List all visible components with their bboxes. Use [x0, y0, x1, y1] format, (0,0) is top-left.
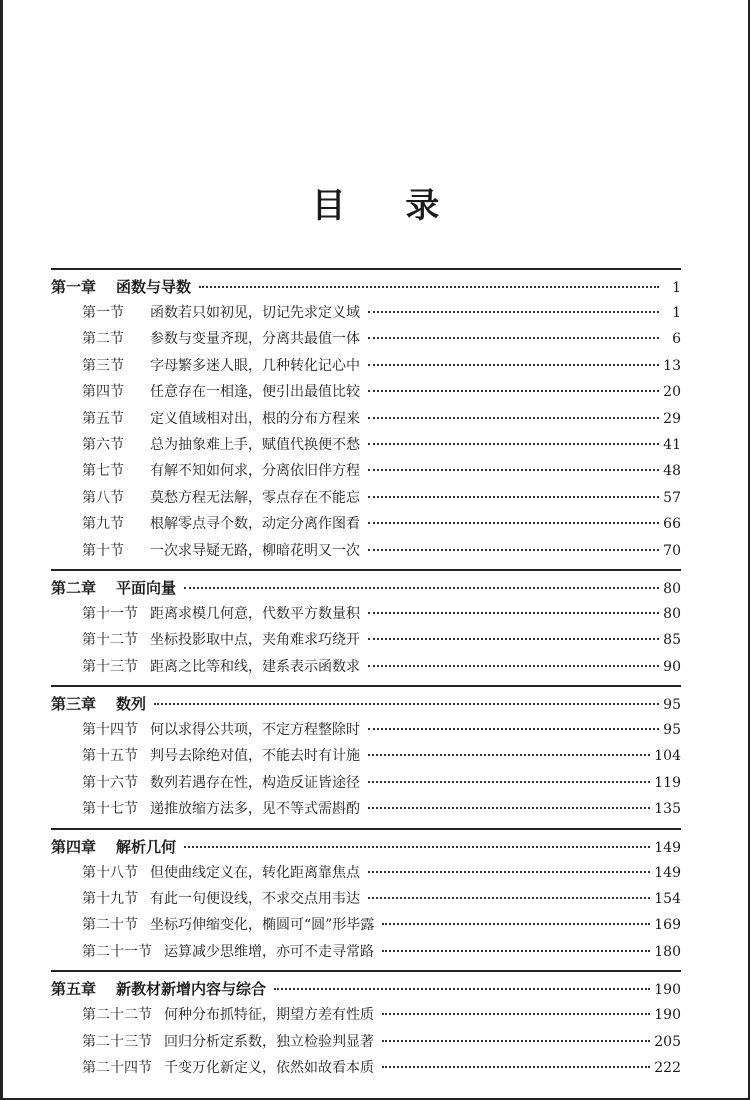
section-entry[interactable] — [51, 434, 681, 460]
section-entry[interactable] — [51, 798, 681, 824]
page-number: 154 — [654, 891, 681, 908]
section-title: 数列若遇存在性，构造反证皆途径 — [150, 774, 360, 791]
section-entry[interactable] — [51, 1057, 681, 1083]
page-number: 1 — [672, 280, 681, 296]
page-number: 205 — [654, 1033, 681, 1050]
section-title: 回归分析定系数，独立检验判显著 — [164, 1033, 374, 1050]
section-title: 千变万化新定义，依然如故看本质 — [164, 1059, 374, 1076]
leader-dots — [368, 310, 659, 313]
section-entry[interactable] — [51, 862, 681, 888]
section-entry[interactable] — [51, 513, 681, 539]
section-number: 第二十一节 — [82, 943, 152, 960]
leader-dots — [368, 495, 659, 498]
section-entry[interactable] — [51, 328, 681, 354]
section-number: 第十三节 — [82, 658, 138, 675]
section-number: 第十八节 — [82, 864, 138, 881]
section-entry[interactable] — [51, 1004, 681, 1030]
page-number: 80 — [663, 580, 681, 597]
section-title: 有此一句便设线，不求交点用韦达 — [150, 891, 360, 908]
leader-dots — [382, 1065, 650, 1068]
chapter-number: 第五章 — [51, 980, 97, 999]
section-number: 第二十二节 — [82, 1007, 152, 1024]
section-number: 第十节 — [82, 542, 124, 559]
chapter-divider — [51, 268, 681, 270]
section-title: 任意存在一相逢，便引出最值比较 — [150, 384, 360, 401]
chapter-entry[interactable] — [51, 276, 681, 302]
section-title: 但使曲线定义在，转化距离靠焦点 — [150, 864, 360, 881]
leader-dots — [368, 416, 659, 419]
section-number: 第十四节 — [82, 722, 138, 739]
section-entry[interactable] — [51, 302, 681, 328]
page-number: 135 — [654, 801, 681, 818]
section-entry[interactable] — [51, 772, 681, 798]
section-entry[interactable] — [51, 603, 681, 629]
page-number: 222 — [654, 1059, 681, 1076]
section-entry[interactable] — [51, 888, 681, 914]
section-number: 第九节 — [82, 516, 124, 533]
section-title: 莫愁方程无法解，零点存在不能忘 — [150, 489, 360, 506]
leader-dots — [368, 521, 659, 524]
page-number: 13 — [663, 357, 681, 374]
section-title: 总为抽象难上手，赋值代换便不愁 — [150, 436, 360, 453]
section-number: 第十一节 — [82, 605, 138, 622]
leader-dots — [368, 389, 659, 392]
section-title: 何种分布抓特征，期望方差有性质 — [164, 1007, 374, 1024]
section-title: 有解不知如何求，分离依旧伴方程 — [150, 463, 360, 480]
leader-dots — [382, 922, 650, 925]
leader-dots — [368, 637, 659, 640]
section-title: 参数与变量齐现，分离共最值一体 — [150, 331, 360, 348]
section-number: 第二节 — [82, 331, 124, 348]
page-number: 20 — [663, 384, 681, 401]
page-number: 95 — [663, 697, 681, 714]
leader-dots — [368, 806, 650, 809]
chapter-number: 第三章 — [51, 695, 97, 714]
section-title: 坐标投影取中点，夹角难求巧绕开 — [150, 632, 360, 649]
leader-dots — [382, 949, 650, 952]
section-title: 定义值域相对出，根的分布方程来 — [150, 410, 360, 427]
section-entry[interactable] — [51, 460, 681, 486]
section-title: 递推放缩方法多，见不等式需斟酌 — [150, 801, 360, 818]
page-number: 180 — [654, 943, 681, 960]
chapter-title: 函数与导数 — [116, 278, 192, 296]
section-title: 根解零点寻个数，动定分离作图看 — [150, 516, 360, 533]
section-title: 距离求模几何意，代数平方数量积 — [150, 605, 360, 622]
leader-dots — [368, 336, 659, 339]
section-entry[interactable] — [51, 629, 681, 655]
section-number: 第一节 — [82, 305, 124, 321]
page-number: 119 — [654, 774, 681, 791]
page-number: 149 — [654, 864, 681, 881]
table-of-contents — [51, 268, 681, 1083]
section-entry[interactable] — [51, 1031, 681, 1057]
leader-dots — [368, 727, 659, 730]
leader-dots — [199, 285, 659, 288]
chapter-divider — [51, 685, 681, 687]
chapter-divider — [51, 970, 681, 972]
section-title: 坐标巧伸缩变化，椭圆可“圆”形毕露 — [150, 917, 375, 934]
section-entry[interactable] — [51, 381, 681, 407]
section-number: 第六节 — [82, 436, 124, 453]
chapter-entry[interactable] — [51, 978, 681, 1004]
section-title: 函数若只如初见，切记先求定义域 — [150, 305, 360, 321]
section-number: 第十二节 — [82, 632, 138, 649]
page-number: 6 — [672, 331, 681, 348]
page-number: 41 — [663, 436, 681, 453]
section-entry[interactable] — [51, 941, 681, 967]
chapter-entry[interactable] — [51, 693, 681, 719]
chapter-number: 第一章 — [51, 278, 97, 296]
section-entry[interactable] — [51, 355, 681, 381]
section-number: 第五节 — [82, 410, 124, 427]
leader-dots — [368, 548, 659, 551]
leader-dots — [184, 845, 650, 848]
section-entry[interactable] — [51, 914, 681, 940]
leader-dots — [368, 780, 650, 783]
leader-dots — [368, 870, 650, 873]
chapter-number: 第四章 — [51, 837, 97, 856]
section-number: 第七节 — [82, 463, 124, 480]
page-number: 149 — [654, 839, 681, 856]
section-entry[interactable] — [51, 745, 681, 771]
leader-dots — [368, 442, 659, 445]
page-number: 48 — [663, 463, 681, 480]
page-number: 190 — [654, 1007, 681, 1024]
section-title: 判号去除绝对值，不能去时有计施 — [150, 748, 360, 765]
chapter-title: 平面向量 — [116, 578, 177, 597]
leader-dots — [368, 896, 650, 899]
section-number: 第二十四节 — [82, 1059, 152, 1076]
chapter-number: 第二章 — [51, 578, 97, 597]
leader-dots — [368, 363, 659, 366]
leader-dots — [382, 1012, 650, 1015]
chapter-title: 解析几何 — [116, 837, 177, 856]
section-entry[interactable] — [51, 719, 681, 745]
chapter-entry[interactable] — [51, 836, 681, 862]
page-number: 1 — [672, 305, 681, 321]
section-number: 第二十三节 — [82, 1033, 152, 1050]
section-number: 第二十节 — [82, 917, 138, 934]
chapter-divider — [51, 828, 681, 830]
chapter-entry[interactable] — [51, 577, 681, 603]
chapter-title: 新教材新增内容与综合 — [116, 980, 267, 999]
section-entry[interactable] — [51, 487, 681, 513]
page-number: 57 — [663, 489, 681, 506]
leader-dots — [184, 586, 659, 589]
leader-dots — [154, 702, 659, 705]
section-number: 第四节 — [82, 384, 124, 401]
leader-dots — [368, 753, 650, 756]
section-title: 字母繁多迷人眼，几种转化记心中 — [150, 357, 360, 374]
page-number: 70 — [663, 542, 681, 559]
section-title: 何以求得公共项，不定方程整除时 — [150, 722, 360, 739]
page-number: 190 — [654, 982, 681, 999]
leader-dots — [274, 987, 650, 990]
page-number: 29 — [663, 410, 681, 427]
page-title: 目 录 — [311, 186, 464, 226]
page-number: 169 — [654, 917, 681, 934]
leader-dots — [368, 468, 659, 471]
section-number: 第八节 — [82, 489, 124, 506]
page-number: 90 — [663, 658, 681, 675]
chapter-title: 数列 — [116, 695, 147, 714]
section-title: 一次求导疑无路，柳暗花明又一次 — [150, 542, 360, 559]
section-entry[interactable] — [51, 408, 681, 434]
section-number: 第十六节 — [82, 774, 138, 791]
section-entry[interactable] — [51, 656, 681, 682]
section-number: 第十九节 — [82, 891, 138, 908]
section-title: 距离之比等和线，建系表示函数求 — [150, 658, 360, 675]
page-number: 95 — [663, 722, 681, 739]
chapter-divider — [51, 569, 681, 571]
section-number: 第十七节 — [82, 801, 138, 818]
page-number: 66 — [663, 516, 681, 533]
page-number: 80 — [663, 605, 681, 622]
section-number: 第十五节 — [82, 748, 138, 765]
page-number: 104 — [654, 748, 681, 765]
section-number: 第三节 — [82, 357, 124, 374]
leader-dots — [382, 1039, 650, 1042]
page-number: 85 — [663, 632, 681, 649]
leader-dots — [368, 611, 659, 614]
section-entry[interactable] — [51, 540, 681, 566]
section-title: 运算减少思维增，亦可不走寻常路 — [164, 943, 374, 960]
leader-dots — [368, 664, 659, 667]
